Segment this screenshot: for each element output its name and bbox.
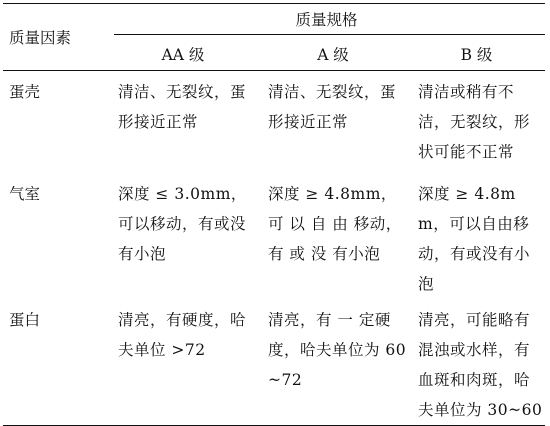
row-factor: 蛋壳 <box>9 83 41 101</box>
cell-aa <box>108 299 258 426</box>
cell-b <box>408 299 545 426</box>
cell-text: 清亮，有硬度，哈夫单位 >72 <box>118 311 247 359</box>
table-row <box>3 173 545 299</box>
table-row <box>3 71 545 174</box>
cell-b <box>408 173 545 299</box>
row-factor: 蛋白 <box>3 299 108 426</box>
cell-text: 深度 ≤ 3.0mm，可以移动，有或没有小泡 <box>118 185 247 263</box>
header-grade-a: A 级 <box>258 37 408 71</box>
table-body <box>3 71 545 426</box>
cell-text: 清洁、无裂纹，蛋形接近正常 <box>118 83 247 131</box>
cell-text: 清亮，可能略有混浊或水样，有血斑和肉斑，哈夫单位为 30~60 <box>418 311 543 419</box>
header-grade-b: B 级 <box>408 37 545 71</box>
header-quality-factor: 质量因素 <box>3 4 108 71</box>
table-header <box>3 4 545 71</box>
cell-text: 清洁、无裂纹，蛋形接近正常 <box>268 83 397 131</box>
cell-a <box>258 71 408 174</box>
cell-a <box>258 299 408 426</box>
cell-aa <box>108 173 258 299</box>
cell-text: 清洁或稍有不洁，无裂纹，形状可能不正常 <box>418 83 531 161</box>
egg-quality-table <box>3 3 545 426</box>
cell-text: 深度 ≥ 4.8mm，可 以 自 由 移动，有 或 没 有小泡 <box>268 185 402 263</box>
cell-a <box>258 173 408 299</box>
cell-text: 清亮，有 一 定硬度，哈夫单位为 60~72 <box>268 311 407 389</box>
header-quality-spec-label: 质量规格 <box>295 11 358 29</box>
header-group-underline <box>114 34 545 35</box>
cell-aa <box>108 71 258 174</box>
cell-b <box>408 71 545 174</box>
row-factor: 气室 <box>9 185 41 203</box>
table-row <box>3 299 545 426</box>
header-quality-spec-group <box>108 4 545 38</box>
cell-text: 深度 ≥ 4.8mm，可以自由移动，有或没有小泡 <box>418 185 531 293</box>
header-grade-aa: AA 级 <box>108 37 258 71</box>
